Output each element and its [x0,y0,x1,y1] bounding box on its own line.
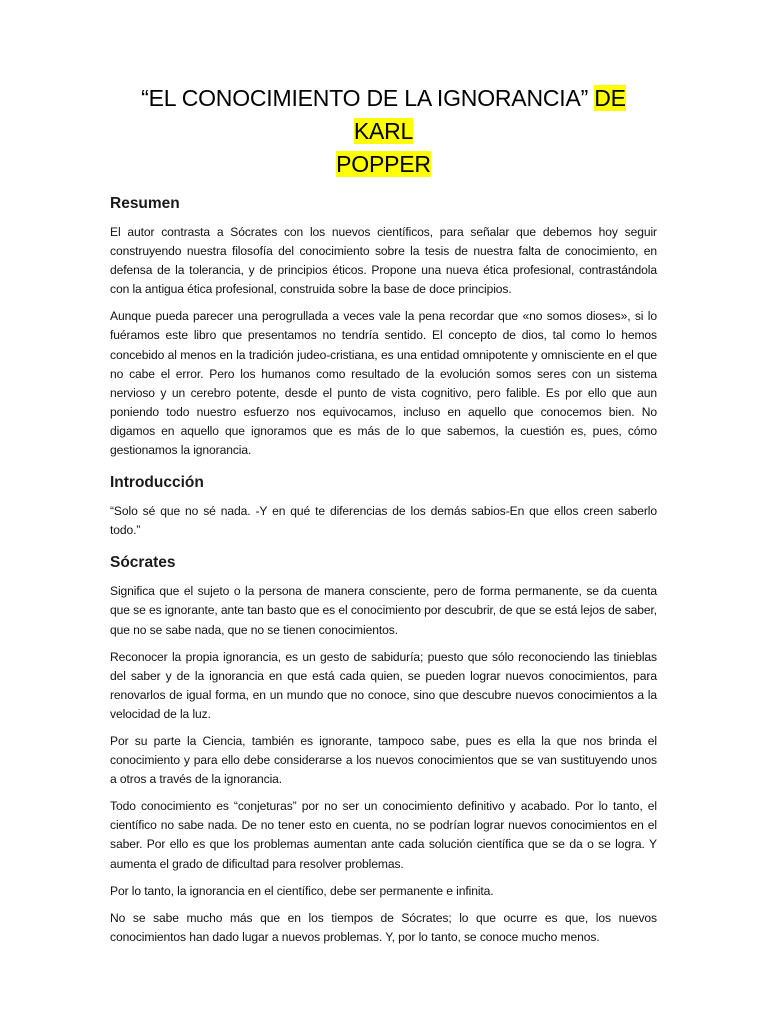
socrates-paragraph-6: No se sabe mucho más que en los tiempos de Sócrates; lo que ocurre es que, los nuevos conocimientos han dado lugar a nuevos problemas. Y, por lo tanto, se conoce mucho menos. [110,910,657,944]
title-highlight-1: DE KARL [353,85,626,144]
section-heading-resumen: Resumen [110,195,180,212]
resumen-paragraph-2: Aunque pueda parecer una perogrullada a veces vale la pena recordar que «no somos dioses», si lo fuéramos este libro que presentamos no tendría sentido. El concepto de dios, tal como lo hemos concebido al menos en la tradición judeo-cristiana, es una entidad omnipotente y omnisciente en el que no cabe el error. Pero los humanos como resultado de la evolución somos seres con un sistema nervioso y un cerebro potente, desde el punto de vista cognitivo, pero falible. Es por ello que aun poniendo todo nuestro esfuerzo nos equivocamos, incluso en aquello que conocemos bien. No digamos en aquello que ignoramos que es más de lo que sabemos, la cuestión es, pues, cómo gestionamos la ignorancia. [110,309,657,458]
socrates-paragraph-1: Significa que el sujeto o la persona de manera consciente, pero de forma permanente, se da cuenta que se es ignorante, ante tan basto que es el conocimiento por descubrir, de que se está lejos de saber, que no se sabe nada, que no se tienen conocimientos. [110,584,657,637]
socrates-paragraph-2: Reconocer la propia ignorancia, es un gesto de sabiduría; puesto que sólo reconociendo las tinieblas del saber y de la ignorancia en que está cada quien, se pueden lograr nuevos conocimientos, para renovarlos de igual forma, en un mundo que no conoce, sino que descubre nuevos conocimientos a la velocidad de la luz. [110,649,657,721]
resumen-paragraph-1: El autor contrasta a Sócrates con los nuevos científicos, para señalar que debemos hoy seguir construyendo nuestra filosofía del conocimiento sobre la tesis de nuestra falta de conocimiento, en defensa de la tolerancia, y de principios éticos. Propone una nueva ética profesional, contrastándola con la antigua ética profesional, construida sobre la base de doce principios. [110,225,657,297]
title-main-text: “EL CONOCIMIENTO DE LA IGNORANCIA” [141,85,595,111]
section-heading-introduccion: Introducción [110,474,204,492]
section-heading-socrates: Sócrates [110,554,176,572]
socrates-paragraph-4: Todo conocimiento es “conjeturas” por no ser un conocimiento definitivo y acabado. Por lo tanto, el científico no sabe nada. De no tener esto en cuenta, no se podrían lograr nuevos conocimientos en el saber. Por ello es que los problemas aumentan ante cada solución científica que se da o se logra. Y aumenta el grado de dificultad para resolver problemas. [110,799,657,871]
title-highlight-2: POPPER [336,151,431,177]
document-title [110,82,657,181]
introduccion-quote: “Solo sé que no sé nada. -Y en qué te diferencias de los demás sabios-En que ellos creen saberlo todo.” [110,504,657,538]
socrates-paragraph-3: Por su parte la Ciencia, también es ignorante, tampoco sabe, pues es ella la que nos brinda el conocimiento y para ello debe considerarse a los nuevos conocimientos que se van sustituyendo unos a otros a través de la ignorancia. [110,733,657,787]
socrates-paragraph-5: Por lo tanto, la ignorancia en el científico, debe ser permanente e infinita. [110,883,494,898]
